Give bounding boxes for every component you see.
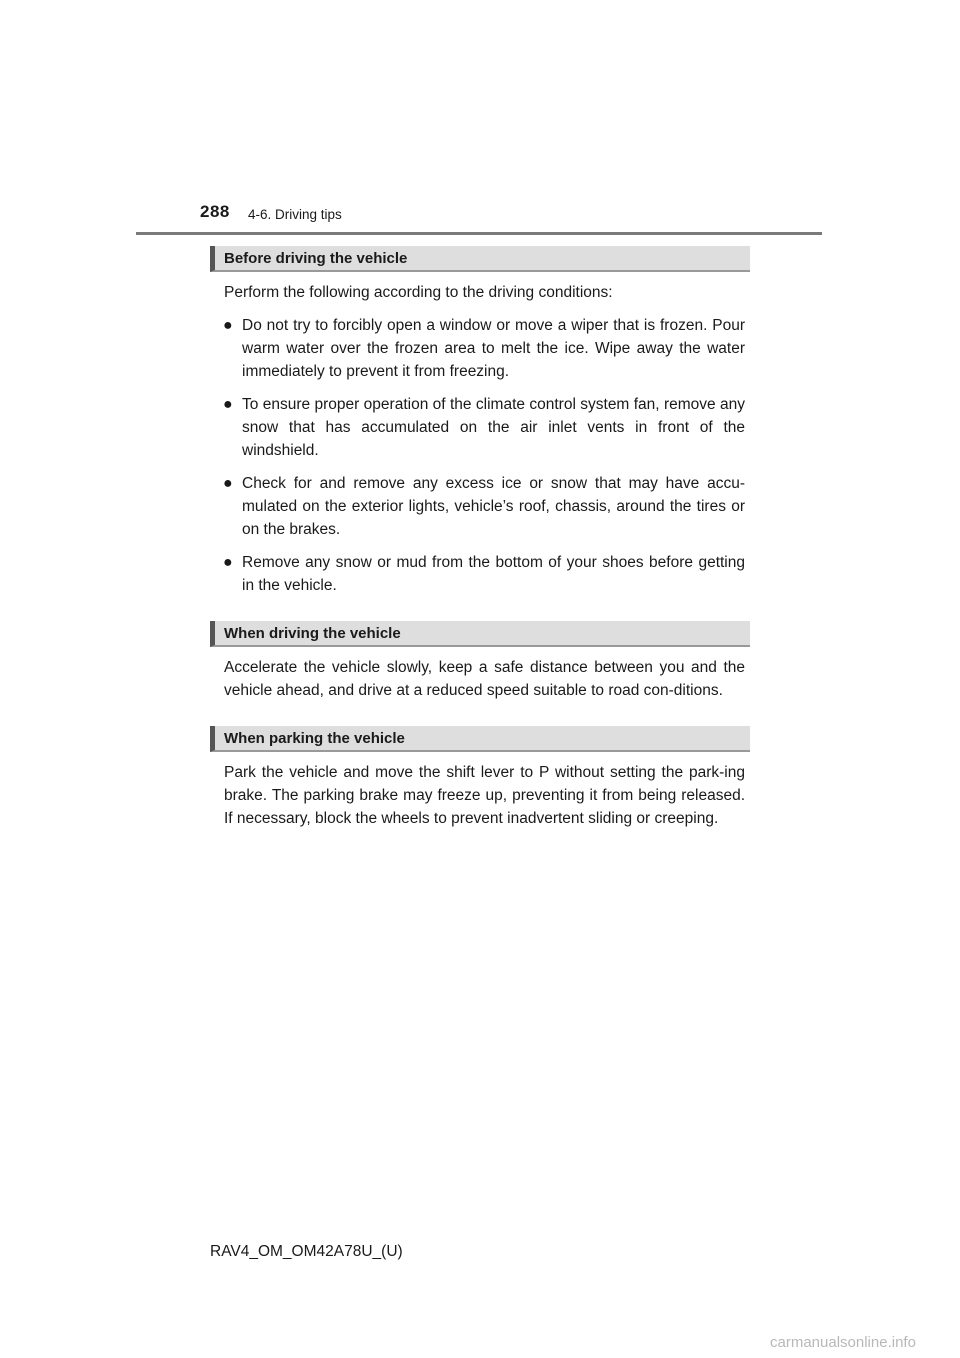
subheading-when-driving: When driving the vehicle bbox=[210, 621, 750, 647]
bullet-icon: ● bbox=[223, 554, 233, 571]
list-item-text: Check for and remove any excess ice or snow that may have accu-mulated on the exterior lights, vehicle’s roof, chassis, around the tires or on the brakes. bbox=[242, 475, 745, 538]
list-item bbox=[210, 314, 750, 383]
bullet-icon: ● bbox=[223, 396, 233, 413]
section-title: 4-6. Driving tips bbox=[248, 207, 342, 222]
page-header bbox=[0, 0, 960, 240]
page-content bbox=[210, 246, 750, 830]
list-item bbox=[210, 393, 750, 462]
list-item bbox=[210, 472, 750, 541]
bullet-icon: ● bbox=[223, 317, 233, 334]
list-item-text: Remove any snow or mud from the bottom of your shoes before getting in the vehicle. bbox=[242, 554, 745, 594]
before-driving-intro: Perform the following according to the driving conditions: bbox=[224, 284, 613, 301]
when-driving-text: Accelerate the vehicle slowly, keep a safe distance between you and the vehicle ahead, and drive at a reduced speed suitable to road con-ditions. bbox=[224, 659, 745, 699]
bullet-icon: ● bbox=[223, 475, 233, 492]
header-divider bbox=[136, 232, 822, 235]
when-parking-text: Park the vehicle and move the shift lever to P without setting the park-ing brake. The parking brake may freeze up, preventing it from being released. If necessary, block the wheels to prevent inadvertent sliding or creeping. bbox=[224, 764, 745, 827]
watermark: carmanualsonline.info bbox=[770, 1334, 916, 1351]
page-number: 288 bbox=[200, 202, 230, 221]
list-item-text: To ensure proper operation of the climate control system fan, remove any snow that has accumulated on the air inlet vents in front of the windshield. bbox=[242, 396, 745, 459]
subheading-when-parking: When parking the vehicle bbox=[210, 726, 750, 752]
list-item-text: Do not try to forcibly open a window or move a wiper that is frozen. Pour warm water over the frozen area to melt the ice. Wipe away the water immediately to prevent it from freezing. bbox=[242, 317, 745, 380]
list-item bbox=[210, 551, 750, 597]
footer-doc-code: RAV4_OM_OM42A78U_(U) bbox=[210, 1243, 403, 1260]
before-driving-list bbox=[210, 314, 750, 597]
subheading-before-driving: Before driving the vehicle bbox=[210, 246, 750, 272]
